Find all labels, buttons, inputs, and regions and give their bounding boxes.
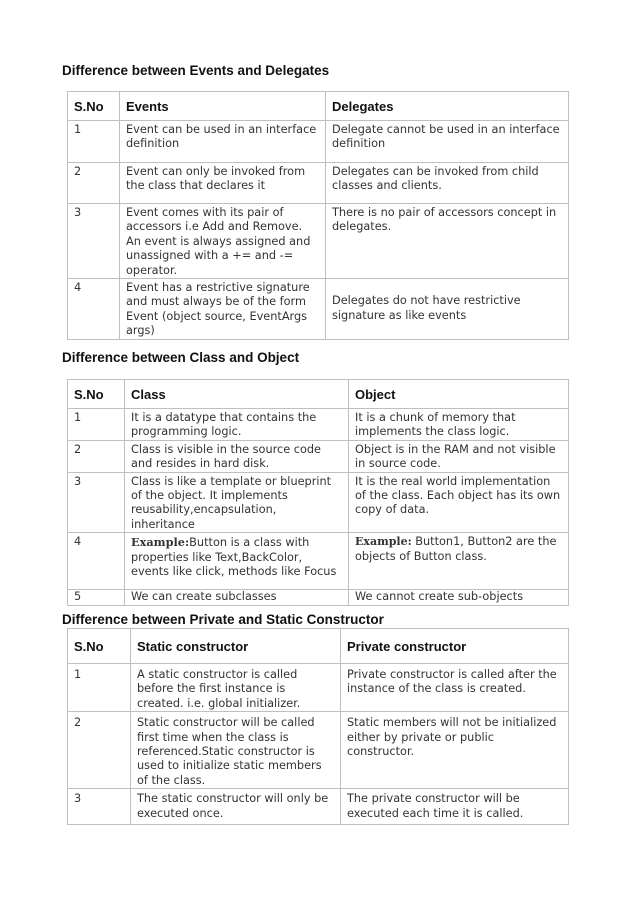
cell-events: Event comes with its pair of accessors i.e Add and Remove. An event is always assigned and unassigned with a += and -= operator.	[120, 204, 326, 279]
table-row	[68, 472, 569, 533]
column-header-sno: S.No	[68, 380, 125, 409]
table-row	[68, 533, 569, 590]
table-row	[68, 440, 569, 472]
cell-delegates: Delegates can be invoked from child classes and clients.	[326, 163, 569, 204]
column-header-object: Object	[349, 380, 569, 409]
section-title-class-object: Difference between Class and Object	[62, 350, 300, 365]
class-object-table	[67, 379, 569, 606]
table-row	[68, 664, 569, 712]
table-row	[68, 590, 569, 605]
cell-class	[125, 533, 349, 590]
cell-private: Private constructor is called after the instance of the class is created.	[341, 664, 569, 712]
section-title-events-delegates: Difference between Events and Delegates	[62, 63, 330, 78]
cell-events: Event can only be invoked from the class that declares it	[120, 163, 326, 204]
table-row	[68, 789, 569, 825]
column-header-delegates: Delegates	[326, 92, 569, 121]
cell-object: It is a chunk of memory that implements the class logic.	[349, 409, 569, 441]
table-header-row	[68, 629, 569, 664]
cell-events: Event can be used in an interface definition	[120, 121, 326, 163]
table-header-row	[68, 92, 569, 121]
cell-delegates: Delegate cannot be used in an interface definition	[326, 121, 569, 163]
column-header-sno: S.No	[68, 92, 120, 121]
cell-class: We can create subclasses	[125, 590, 349, 605]
section-title-private-static: Difference between Private and Static Constructor	[62, 612, 384, 627]
cell-sno: 2	[68, 712, 131, 789]
column-header-events: Events	[120, 92, 326, 121]
example-label: Example:	[131, 535, 190, 550]
column-header-private-constructor: Private constructor	[341, 629, 569, 664]
example-text: Button1, Button2 are the objects of Button class.	[355, 535, 557, 563]
cell-class: It is a datatype that contains the programming logic.	[125, 409, 349, 441]
table-row	[68, 204, 569, 279]
column-header-static-constructor: Static constructor	[131, 629, 341, 664]
cell-sno: 1	[68, 664, 131, 712]
cell-sno: 1	[68, 121, 120, 163]
cell-sno: 3	[68, 472, 125, 533]
column-header-sno: S.No	[68, 629, 131, 664]
cell-static: The static constructor will only be executed once.	[131, 789, 341, 825]
cell-class: Class is like a template or blueprint of the object. It implements reusability,encapsulation, inheritance	[125, 472, 349, 533]
table-row	[68, 121, 569, 163]
cell-events: Event has a restrictive signature and must always be of the form Event (object source, EventArgs args)	[120, 279, 326, 340]
cell-object	[349, 533, 569, 590]
private-static-table	[67, 628, 569, 825]
cell-sno: 5	[68, 590, 125, 605]
cell-object: Object is in the RAM and not visible in source code.	[349, 440, 569, 472]
cell-private: Static members will not be initialized either by private or public constructor.	[341, 712, 569, 789]
example-label: Example:	[355, 535, 412, 549]
cell-static: Static constructor will be called first time when the class is referenced.Static constructor is used to initialize static members of the class.	[131, 712, 341, 789]
table-header-row	[68, 380, 569, 409]
cell-class: Class is visible in the source code and resides in hard disk.	[125, 440, 349, 472]
cell-private: The private constructor will be executed each time it is called.	[341, 789, 569, 825]
events-delegates-table	[67, 91, 569, 340]
cell-static: A static constructor is called before the first instance is created. i.e. global initializer.	[131, 664, 341, 712]
cell-sno: 2	[68, 440, 125, 472]
table-row	[68, 712, 569, 789]
table-row	[68, 279, 569, 340]
cell-object: We cannot create sub-objects	[349, 590, 569, 605]
cell-sno: 2	[68, 163, 120, 204]
cell-sno: 4	[68, 279, 120, 340]
cell-sno: 1	[68, 409, 125, 441]
table-row	[68, 409, 569, 441]
column-header-class: Class	[125, 380, 349, 409]
cell-sno: 3	[68, 789, 131, 825]
table-row	[68, 163, 569, 204]
cell-delegates: Delegates do not have restrictive signature as like events	[326, 279, 569, 340]
cell-delegates: There is no pair of accessors concept in delegates.	[326, 204, 569, 279]
cell-sno: 4	[68, 533, 125, 590]
cell-object: It is the real world implementation of the class. Each object has its own copy of data.	[349, 472, 569, 533]
example-text: Button is a class with properties like Text,BackColor, events like click, methods like Focus	[131, 536, 337, 579]
cell-sno: 3	[68, 204, 120, 279]
